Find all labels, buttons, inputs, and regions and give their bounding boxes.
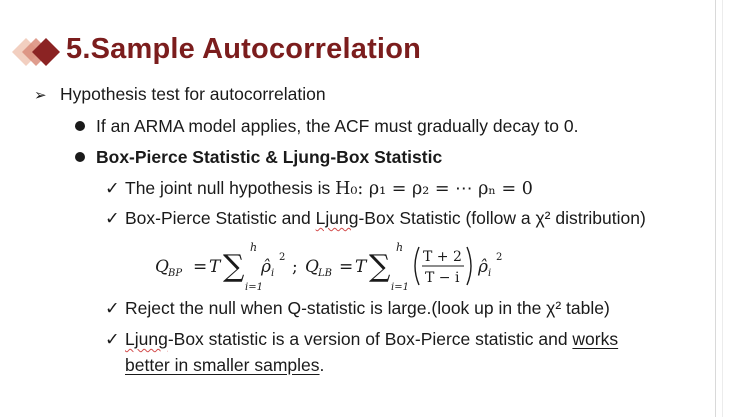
period-text: .: [319, 355, 325, 375]
check-null-hypothesis: [105, 178, 533, 199]
rho-subscript: i: [488, 268, 492, 279]
rho-hat: ρ̂: [261, 257, 271, 277]
check-reject-null: [105, 298, 610, 319]
rho-exponent: 2: [279, 252, 286, 263]
stats-suffix: -Box Statistic (follow a χ² distribution): [358, 208, 646, 228]
sum-lower-limit: i=1: [245, 282, 263, 293]
slide-title: 5.Sample Autocorrelation: [66, 33, 422, 65]
t-symbol: T: [209, 257, 221, 277]
right-paren: [467, 247, 471, 285]
q-lb-symbol: Q: [305, 257, 319, 277]
sum-upper-limit: h: [396, 241, 404, 254]
null-hypothesis-text: The joint null hypothesis is: [125, 178, 336, 198]
ljung-word: Ljung: [125, 329, 168, 349]
equals-sign: =: [193, 257, 208, 277]
checkmark-icon: ✓: [105, 329, 120, 349]
sum-symbol: ∑: [223, 249, 245, 284]
bullet-text: Hypothesis test for autocorrelation: [60, 84, 326, 104]
checkmark-icon: ✓: [105, 208, 120, 228]
checkmark-icon: ✓: [105, 178, 120, 198]
check-ljung-box-note: [105, 329, 618, 350]
fraction-denominator: T − i: [425, 270, 460, 286]
q-bp-symbol: Q: [155, 257, 169, 277]
works-text: works: [572, 329, 619, 349]
q-bp-subscript: BP: [168, 268, 183, 279]
stats-prefix: Box-Pierce Statistic and: [125, 208, 316, 228]
equals-sign: =: [339, 257, 354, 277]
checkmark-icon: ✓: [105, 298, 120, 318]
q-lb-subscript: LB: [318, 268, 332, 279]
bullet-dot-icon: [75, 152, 85, 162]
reject-text: Reject the null when Q-statistic is large.(look up in the χ² table): [125, 298, 610, 318]
left-paren: [415, 247, 419, 285]
check-ljung-box-note-continued: [125, 355, 324, 376]
bullet-dot-icon: [75, 121, 85, 131]
semicolon: ;: [292, 257, 298, 277]
double-diamond-icon: [12, 36, 62, 68]
bullet-hypothesis-test: [34, 84, 326, 105]
ljung-note-text: -Box statistic is a version of Box-Pierce statistic and: [167, 329, 573, 349]
window-right-edge: [715, 0, 738, 417]
arrow-bullet-icon: ➢: [34, 87, 47, 104]
fraction-numerator: T + 2: [423, 249, 462, 265]
q-statistic-formula: [155, 236, 545, 296]
null-hypothesis-math: H₀: ρ₁ = ρ₂ = ⋯ ρₙ = 0: [335, 179, 533, 199]
rho-hat: ρ̂: [478, 257, 488, 277]
sum-upper-limit: h: [250, 241, 258, 254]
bullet-arma: [75, 116, 578, 137]
sum-lower-limit: i=1: [391, 282, 409, 293]
better-text: better in smaller samples: [125, 355, 320, 375]
check-statistics: [105, 208, 646, 229]
rho-exponent: 2: [496, 252, 503, 263]
t-symbol: T: [355, 257, 367, 277]
sum-symbol: ∑: [369, 249, 391, 284]
bullet-text: Box-Pierce Statistic & Ljung-Box Statistic: [96, 147, 443, 167]
bullet-box-pierce-heading: [75, 147, 442, 168]
ljung-word: Ljung: [315, 208, 359, 228]
rho-subscript: i: [271, 268, 275, 279]
bullet-text: If an ARMA model applies, the ACF must gradually decay to 0.: [96, 116, 579, 136]
